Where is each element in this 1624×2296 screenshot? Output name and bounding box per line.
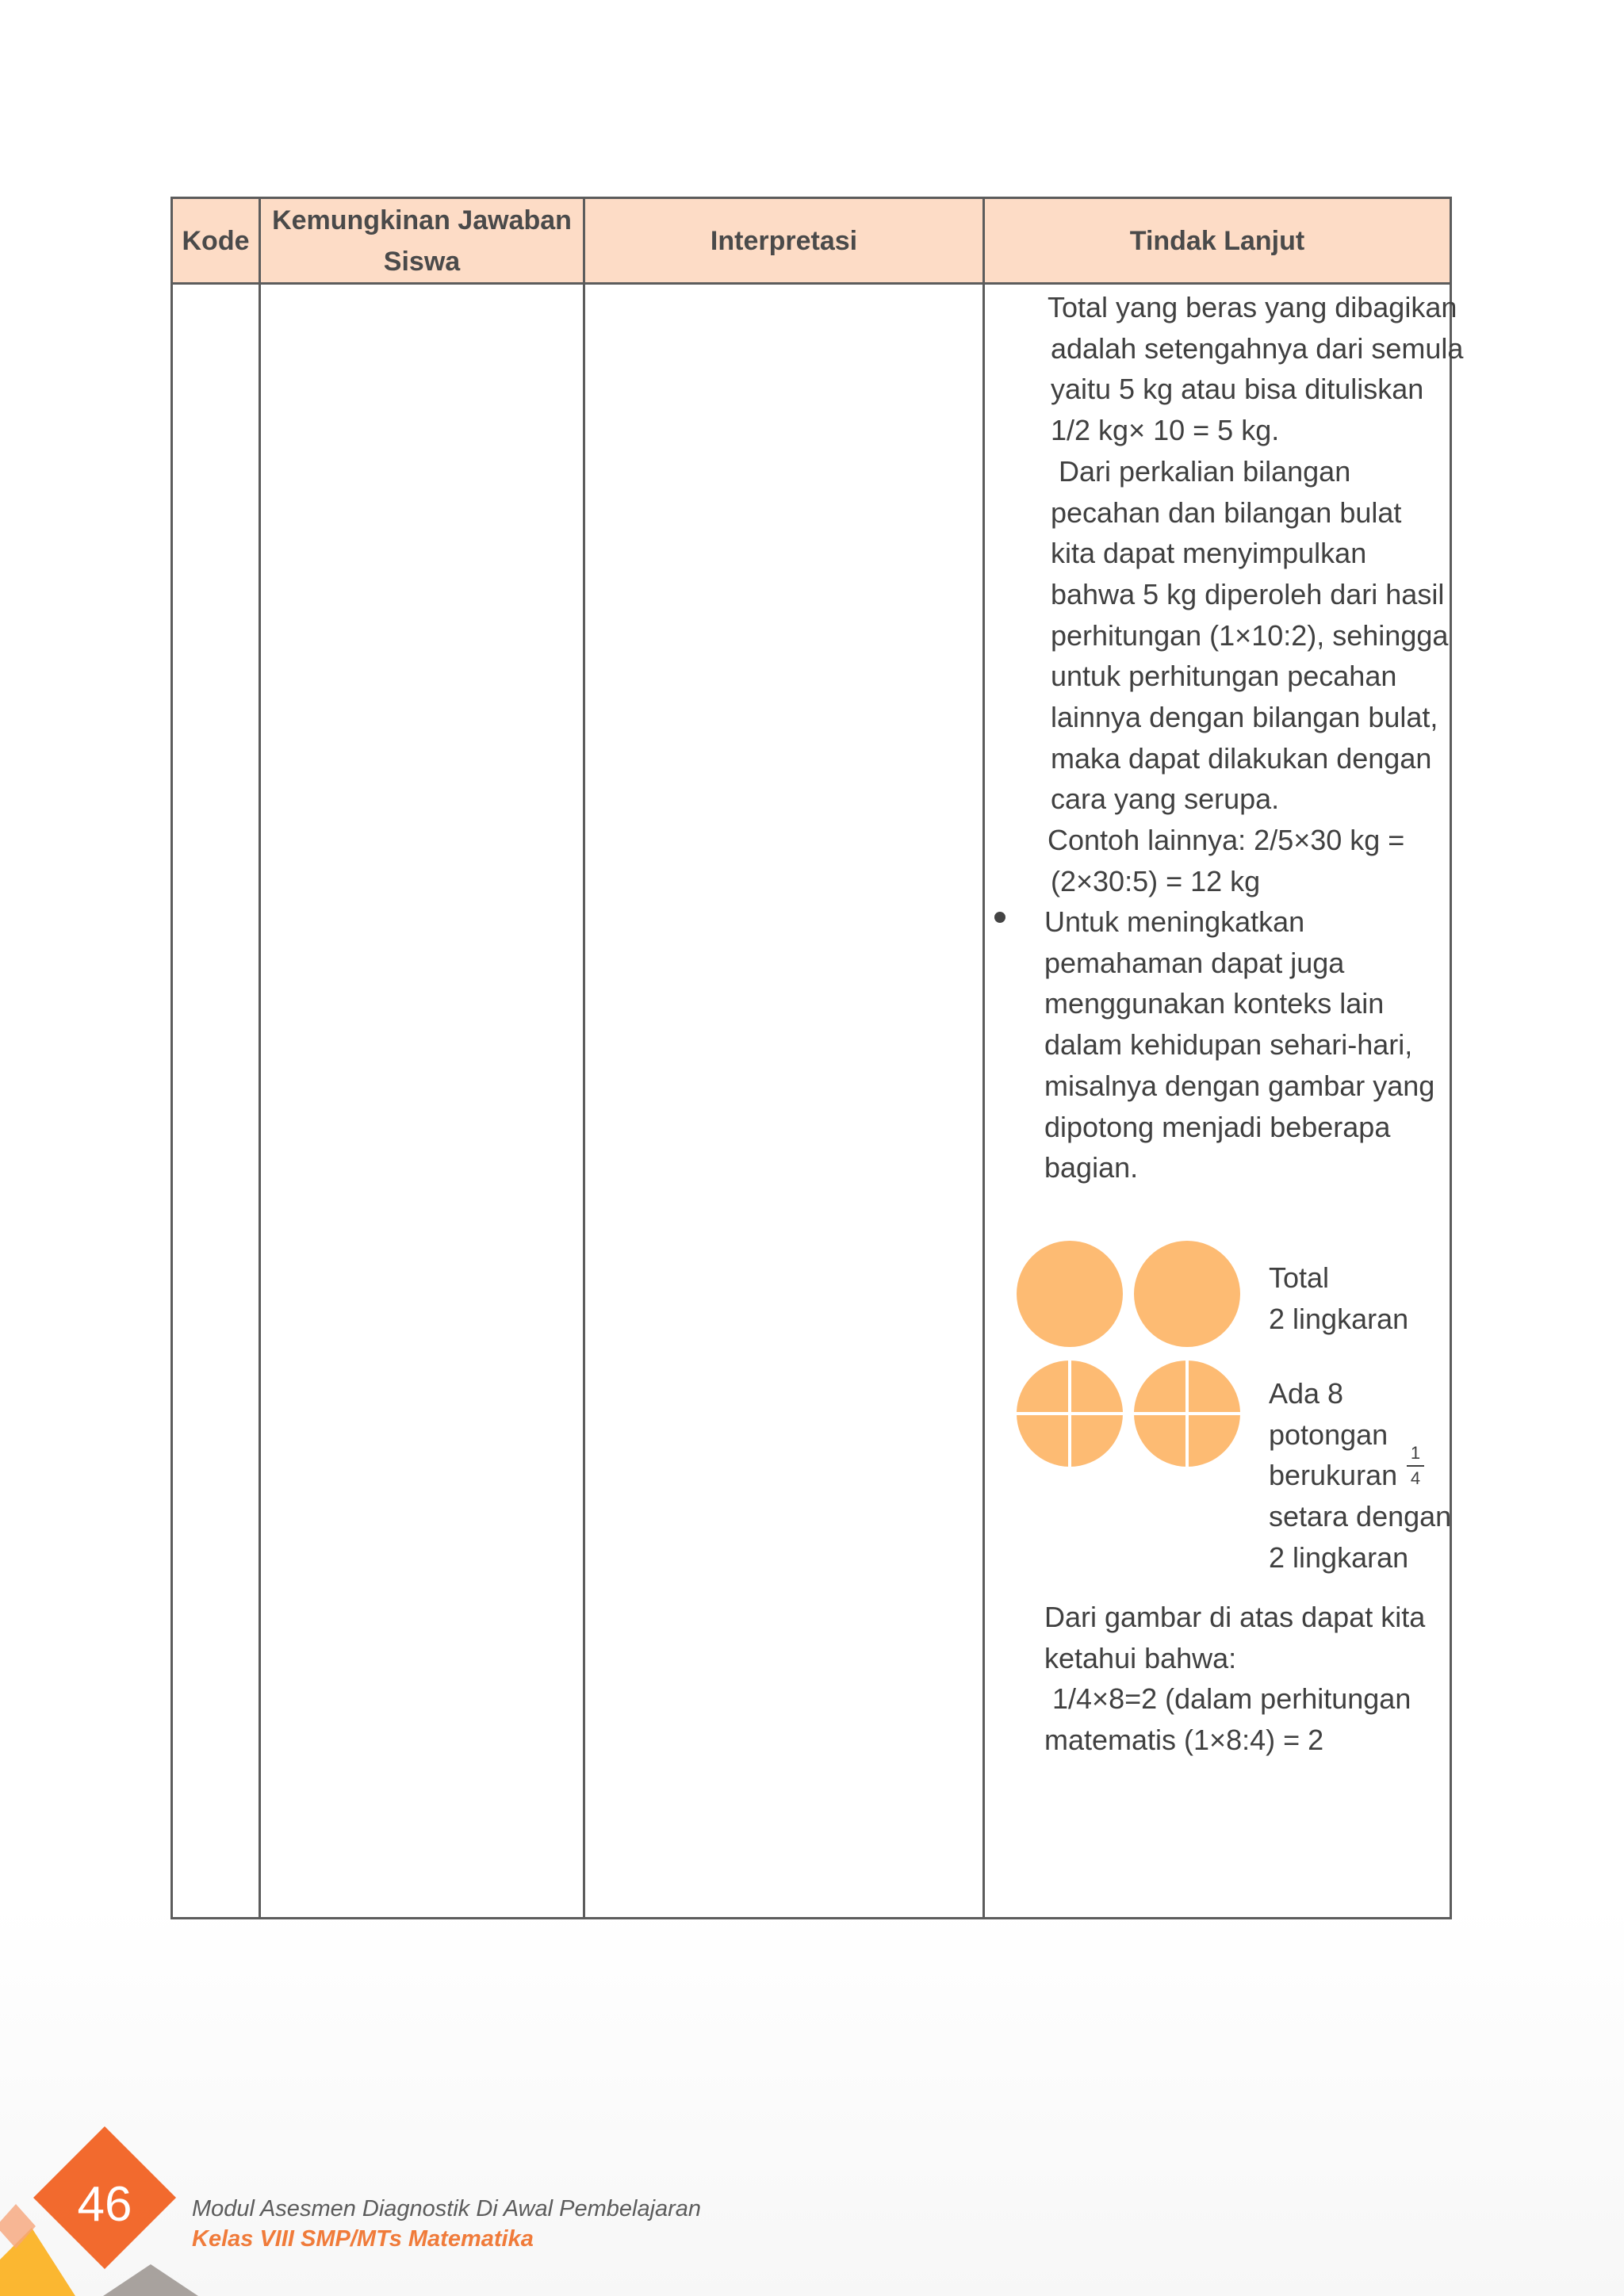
text-line: potongan [1269,1418,1388,1451]
footer-class-subject: Kelas VIII SMP/MTs Matematika [192,2226,534,2252]
text-line: untuk perhitungan pecahan [1051,660,1397,693]
figure-total-label [1269,1257,1408,1339]
text-line: 1/4×8=2 (dalam perhitungan [1044,1682,1411,1716]
text-line: dalam kehidupan sehari-hari, [1044,1028,1413,1062]
quartered-circle [1134,1360,1240,1467]
text-line: Total [1269,1261,1330,1294]
text-line: cara yang serupa. [1051,783,1280,816]
page-number: 46 [77,2177,132,2232]
column-divider [583,199,585,1917]
header-tindak-lanjut: Tindak Lanjut [1129,225,1305,256]
text-line: adalah setengahnya dari semula [1051,331,1464,365]
text-line: Dari gambar di atas dapat kita [1044,1601,1426,1633]
fraction-bar [1407,1465,1424,1467]
text-line: pecahan dan bilangan bulat [1051,496,1402,529]
gray-diamond-shape [103,2264,198,2296]
text-line: maka dapat dilakukan dengan [1051,741,1432,775]
text-line: menggunakan konteks lain [1044,987,1385,1020]
text-line: setara dengan [1269,1500,1452,1533]
header-jawaban-line1: Kemungkinan Jawaban [272,205,572,235]
fraction-one-quarter [1404,1443,1427,1489]
text-line: yaitu 5 kg atau bisa dituliskan [1051,373,1424,406]
text-line: matematis (1×8:4) = 2 [1044,1724,1324,1757]
tindak-lanjut-paragraph [1048,287,1463,902]
header-interpretasi: Interpretasi [710,225,858,256]
text-line: Untuk meningkatkan [1044,905,1305,938]
text-line: 2 lingkaran [1269,1302,1409,1335]
column-divider [259,199,261,1917]
text-line: 2 lingkaran [1269,1540,1409,1574]
text-line: kita dapat menyimpulkan [1051,537,1367,570]
header-jawaban-line2: Siswa [383,246,461,277]
text-line: bagian. [1044,1151,1139,1184]
text-line: pemahaman dapat juga [1044,946,1345,979]
whole-circle [1134,1241,1240,1347]
text-line: perhitungan (1×10:2), sehingga [1051,618,1449,652]
fraction-numerator: 1 [1410,1443,1421,1463]
text-line: dipotong menjadi beberapa [1044,1110,1391,1143]
quartered-circle [1017,1360,1123,1467]
header-kemungkinan-jawaban [261,199,583,282]
text-line: Dari perkalian bilangan [1051,454,1351,488]
text-line: lainnya dengan bilangan bulat, [1051,701,1438,734]
fraction-denominator: 4 [1410,1468,1421,1488]
text-line: Ada 8 [1269,1377,1344,1410]
fraction-circles-figure [1009,1237,1247,1475]
bullet-icon [994,912,1005,923]
figure-conclusion [1044,1597,1425,1761]
text-line: misalnya dengan gambar yang [1044,1069,1435,1102]
text-line: 1/2 kg× 10 = 5 kg. [1051,414,1280,447]
whole-circle [1017,1241,1123,1347]
header-kode: Kode [182,225,250,256]
text-line: ketahui bahwa: [1044,1641,1237,1674]
text-line: Total yang beras yang dibagikan [1048,291,1457,323]
text-line: (2×30:5) = 12 kg [1051,864,1261,897]
tindak-lanjut-bullet [1044,901,1434,1188]
footer-module-title: Modul Asesmen Diagnostik Di Awal Pembelajaran [192,2196,702,2221]
text-line: Contoh lainnya: 2/5×30 kg = [1048,824,1405,857]
column-divider [982,199,985,1917]
text-line: bahwa 5 kg diperoleh dari hasil [1051,577,1445,610]
text-line: berukuran [1269,1459,1398,1492]
